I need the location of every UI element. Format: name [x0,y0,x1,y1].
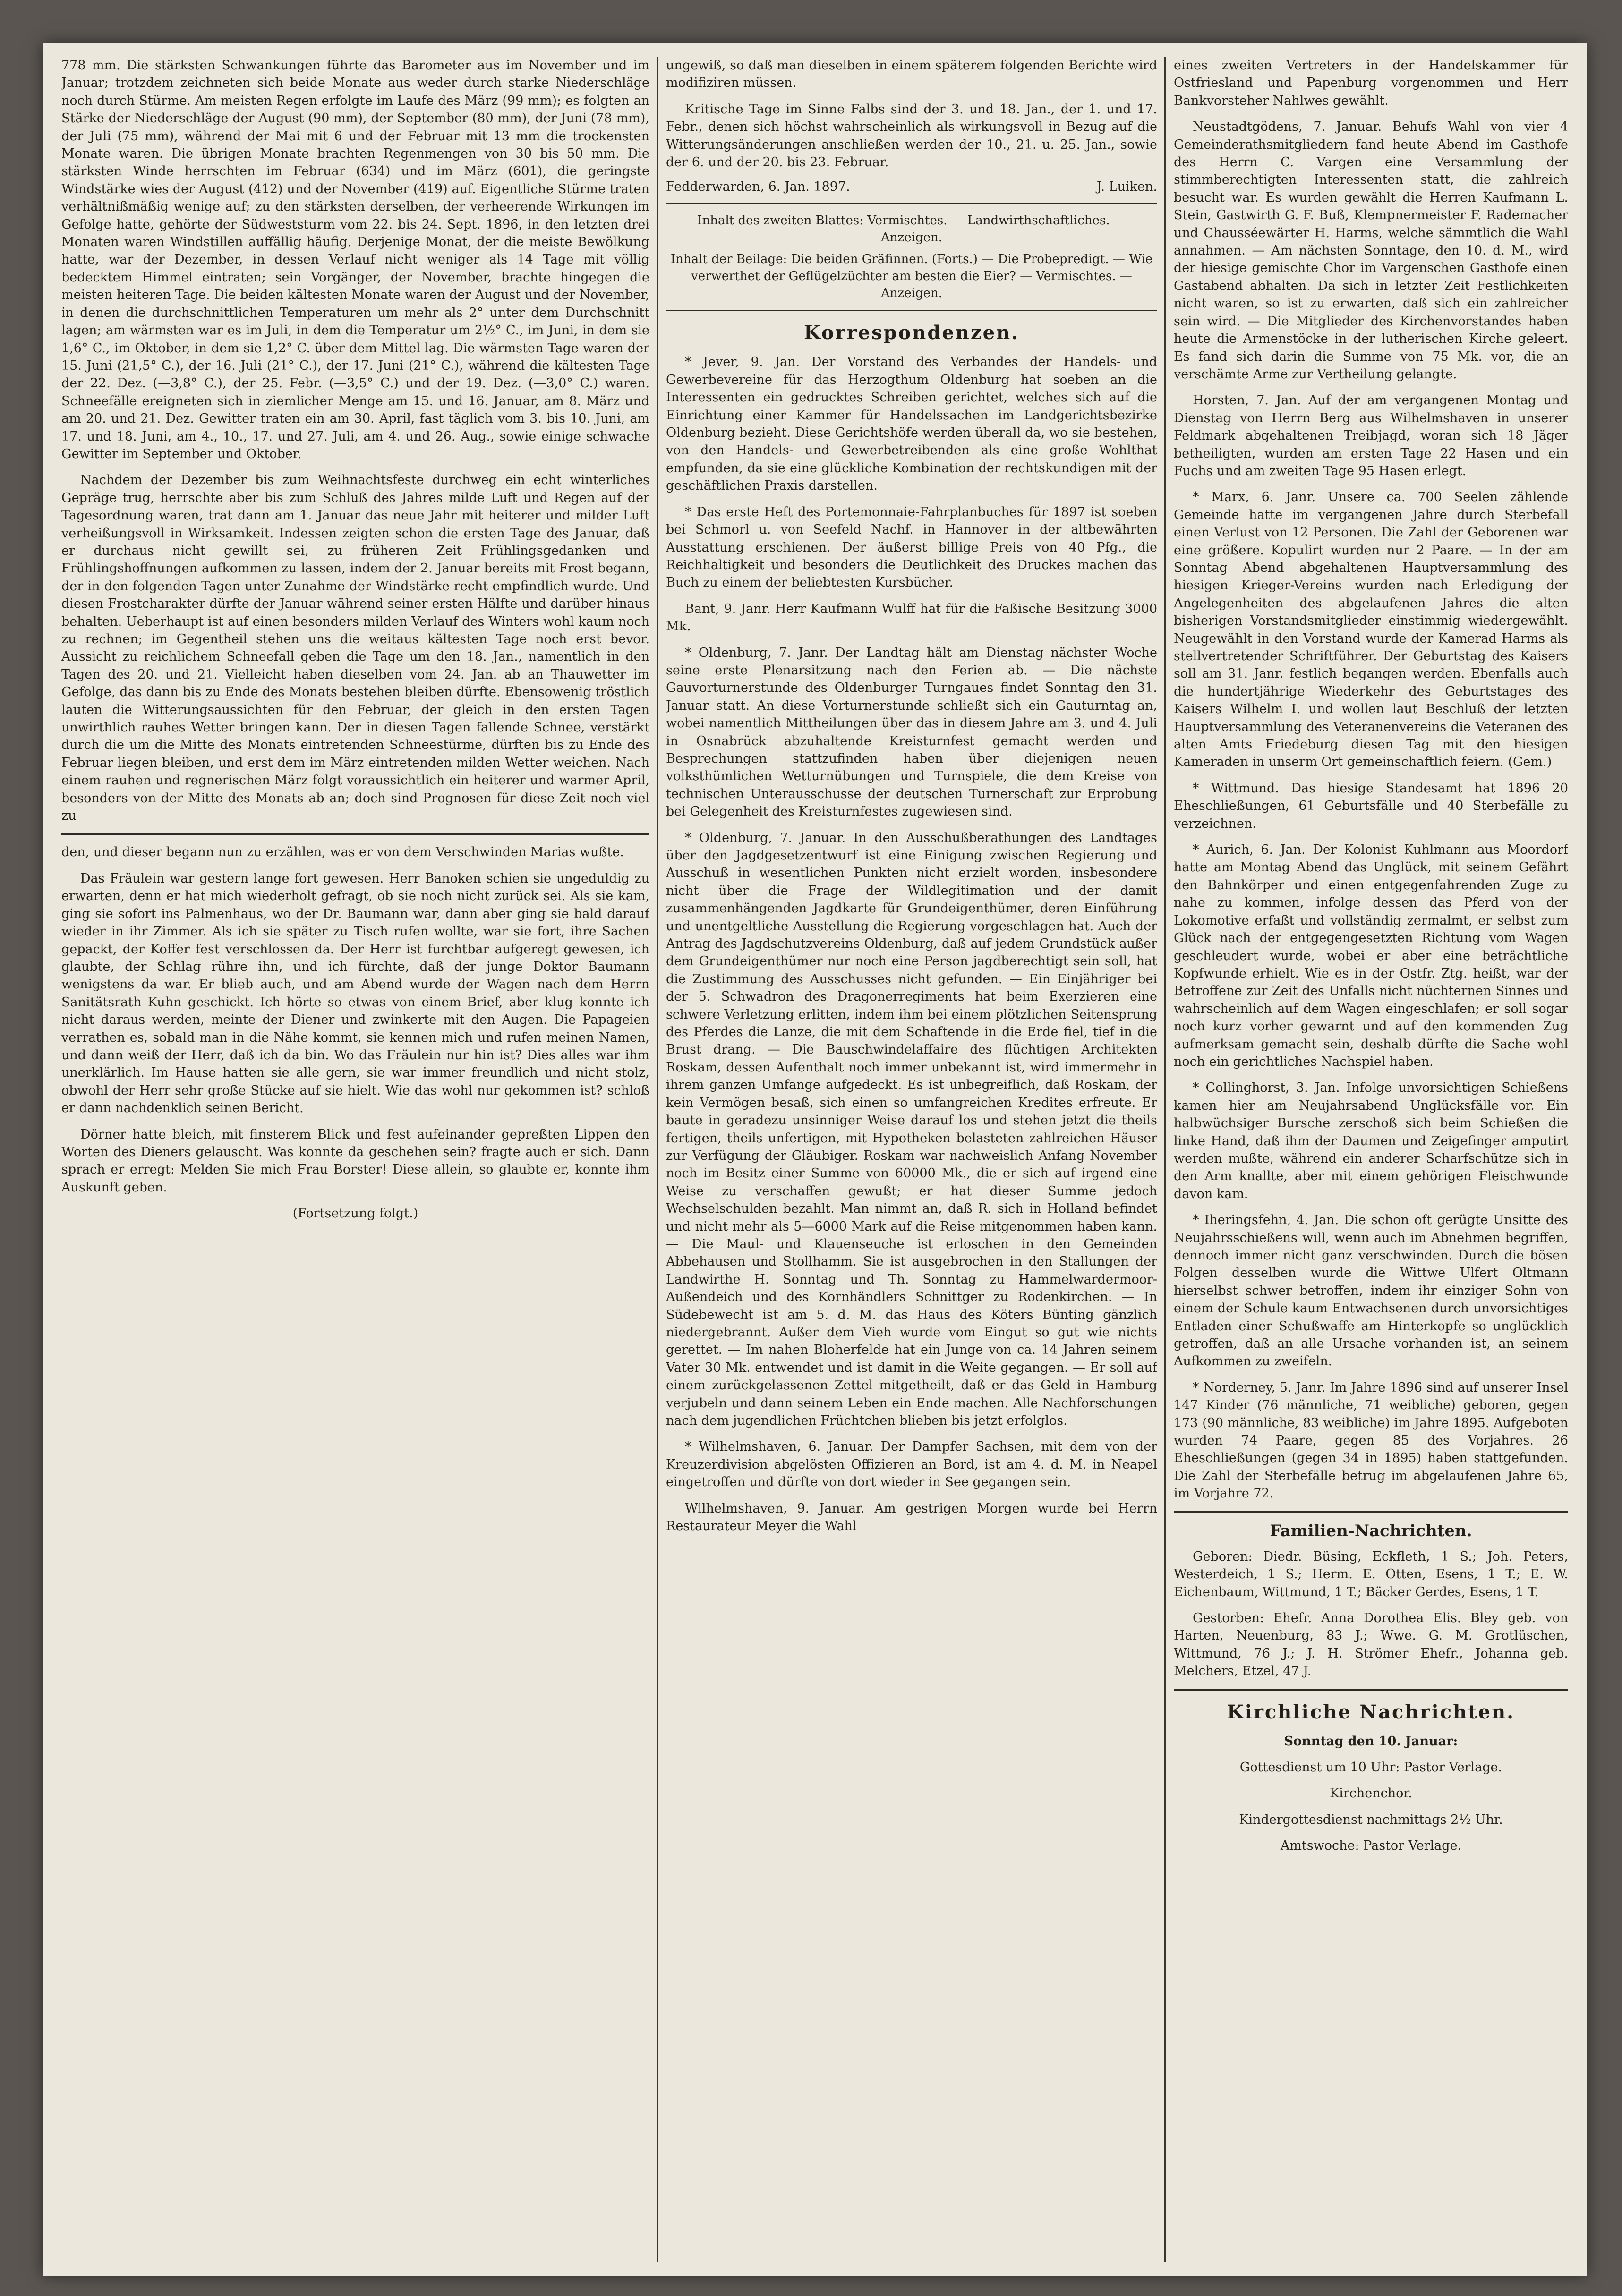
family-births: Geboren: Diedr. Büsing, Eckfleth, 1 S.; Joh. Peters, Westerdeich, 1 S.; Herm. E. Otten, Esens, 1 T.; E. W. Eichenbaum, Wittmund, 1 T.; Bäcker Gerdes, Esens, 1 T. [1174,1549,1568,1599]
column-1 [61,57,649,2262]
news-oldenburg-2: * Oldenburg, 7. Januar. In den Ausschußberathungen des Landtages über den Jagdgesetzentwurf ist eine Einigung zwischen Regierung und Ausschuß in wesentlichen Punkten nicht erzielt worden, insbesondere nicht über die Frage der Wildlegitimation und der damit zusammenhängenden Jagdkarte für Grundeigenthümer, deren Einführung und unentgeltliche Ausstellung die Regierung vorgeschlagen hat. Auch der Antrag des Jagdschutzvereins Oldenburg, daß auf jedem Grundstück außer dem Grundeigenthümer nur noch eine Person jagdberechtigt sein soll, hat die Zustimmung des Ausschusses nicht gefunden. — Ein Einjähriger bei der 5. Schwadron des Dragonerregiments hat beim Exerzieren eine schwere Verletzung erlitten, indem ihm bei einem plötzlichen Seitensprung des Pferdes die Lanze, die mit dem Schaftende in die Erde fiel, tief in die Brust drang. — Die Bauschwindelaffaire des flüchtigen Architekten Roskam, dessen Aufenthalt noch immer unbekannt ist, wird immermehr in ihrem ganzen Umfange aufgedeckt. Es ist unbegreiflich, daß Roskam, der kein Vermögen besaß, sich einen so umfangreichen Kredites erfreute. Er baute in geradezu unsinniger Weise darauf los und stehen jetzt die theils fertigen, theils unfertigen, mit Hypotheken belasteten zahlreichen Häuser zur Verfügung der Gläubiger. Roskam war nachweislich Anfang November noch im Besitz einer Summe von 60000 Mk., die er sich auf irgend eine Weise zu verschaffen gewußt; er hat dieser Summe jedoch Wechselschulden bezahlt. Man nimmt an, daß R. sich in Holland befindet und nicht mehr als 5—6000 Mark auf die Reise mitgenommen haben kann. — Die Maul- und Klauenseuche ist erloschen in den Gemeinden Abbehausen und Stollhamm. Sie ist ausgebrochen in den Stallungen der Landwirthe H. Sonntag und Th. Sonntag zu Hammelwardermoor-Außendeich und des Kornhändlers Schnittger zu Rodenkirchen. — In Südebewecht ist am 5. d. M. das Haus des Köters Bünting gänzlich niedergebrannt. Außer dem Vieh wurde vom Eingut so gut wie nichts gerettet. — Im nahen Bloherfelde hat ein Junge von ca. 14 Jahren seinem Vater 30 Mk. entwendet und ist damit in die Weite gegangen. — Er soll auf einem zurückgelassenen Zettel mitgetheilt, daß er das Geld in Hamburg verjubeln und dann seinem Leben ein Ende machen. Alle Nachforschungen nach dem jugendlichen Früchtchen blieben bis jetzt erfolglos. [666,830,1157,1428]
column-2 [666,57,1157,2262]
column-3 [1174,57,1568,2262]
family-news-heading: Familien-Nachrichten. [1270,1521,1472,1540]
weather-report-part1: 778 mm. Die stärksten Schwankungen führte das Barometer aus im November und im Januar; trotzdem zeichneten sich beide Monate aus weder durch starke Niederschläge noch durch Stürme. Am meisten Regen erfolgte im Laufe des März (99 mm); es folgten an Stärke der Niederschläge der August (90 mm), der September (80 mm), der Juni (78 mm), der Juli (75 mm), während der Mai mit 6 und der Februar mit 13 mm die trockensten Monate waren. Die übrigen Monate brachten Regenmengen von 30 bis 50 mm. Die stärksten Winde herrschten im Februar (634) und im März (601), die geringste Windstärke wies der August (412) und der November (419) auf. Eigentliche Stürme traten verhältnißmäßig wenige auf; zu den stärksten derselben, der verheerende Wirkungen im Gefolge hatte, gehörte der Südweststurm vom 22. bis 24. Sept. 1896, in den letzten drei Monaten waren Windstillen auffällig häufig. Derjenige Monat, der die meiste Bewölkung hatte, war der Dezember, in dessen Verlauf nicht weniger als 14 Tage mit völlig bedecktem Himmel eintraten; sein Vorgänger, der November, brachte hingegen die meisten heiteren Tage. Die beiden kältesten Monate waren der August und der November, in denen die durchschnittlichen Temperaturen um mehr als 2° unter dem Durchschnitt lagen; am wärmsten war es im Juli, in dem die Temperatur um 2½° C., im Juni, in dem sie 1,6° C., im Oktober, in dem sie 1,2° C. über dem Mittel lag. Die wärmsten Tage waren der 15. Juni (21,5° C.), der 16. Juli (21° C.), der 17. Juni (21° C.), während die kältesten Tage der 22. Dez. (—3,8° C.), der 25. Febr. (—3,5° C.) und der 19. Dez. (—3,0° C.) waren. Schneefälle ereigneten sich in ziemlicher Menge am 15. und 16. Januar, am 8. März und am 20. und 21. Dez. Gewitter traten ein am 30. April, fast täglich vom 3. bis 10. Juni, am 17. und 18. Juni, am 4., 10., 17. und 27. Juli, am 4. und 26. Aug., sowie einige schwache Gewitter im September und Oktober. [61,58,649,461]
church-sunday: Sonntag den 10. Januar: [1284,1734,1458,1749]
weather-report-end: ungewiß, so daß man dieselben in einem späterem folgenden Berichte wird modifiziren müssen. [666,58,1157,91]
news-marx: * Marx, 6. Janr. Unsere ca. 700 Seelen zählende Gemeinde hatte im vergangenen Jahre durch Sterbefall einen Verlust von 12 Personen. Die Zahl der Geborenen war eine größere. Kopulirt wurden nur 2 Paare. — In der am Sonntag Abend abgehaltenen Hauptversammlung des hiesigen Krieger-Vereins wurden nach Erledigung der Angelegenheiten des abgelaufenen Jahres die alten bisherigen Vorstandsmitglieder einstimmig wiedergewählt. Neugewählt in den Vorstand wurde der Kamerad Harms als stellvertretender Schriftführer. Der Geburtstag des Kaisers soll am 31. Janr. festlich begangen werden. Ebenfalls auch die hundertjährige Wiederkehr des Geburtstages des Kaisers Wilhelm I. und wollen laut Beschluß der letzten Hauptversammlung des Veteranenvereins die Veteranen des alten Amts Friedeburg diesen Tag mit den hiesigen Kameraden in unserm Ort gemeinschaftlich feiern. (Gem.) [1174,490,1568,770]
news-timetable-book: * Das erste Heft des Portemonnaie-Fahrplanbuches für 1897 ist soeben bei Schmorl u. von Seefeld Nachf. in Hannover in der altbewährten Ausstattung erschienen. Der äußerst billige Preis von 40 Pfg., die Reichhaltigkeit und besonders die Deutlichkeit des Druckes machen das Buch zu einem der beliebtesten Kursbücher. [666,504,1157,590]
church-children: Kindergottesdienst nachmittags 2½ Uhr. [1239,1812,1503,1827]
church-choir: Kirchenchor. [1330,1786,1412,1801]
news-wilhelmshaven-1: * Wilhelmshaven, 6. Januar. Der Dampfer Sachsen, mit dem von der Kreuzerdivision abgelösten Offizieren an Bord, ist am 4. d. M. in Neapel eingetroffen und dürfte von dort wieder in See gegangen sein. [666,1439,1157,1490]
church-week: Amtswoche: Pastor Verlage. [1280,1838,1462,1854]
church-news-heading: Kirchliche Nachrichten. [1227,1701,1515,1723]
news-norderney: * Norderney, 5. Janr. Im Jahre 1896 sind auf unserer Insel 147 Kinder (76 männliche, 71 weibliche) geboren, gegen 173 (90 männliche, 83 weibliche) im Jahre 1895. Aufgeboten wurden 74 Paare, gegen 85 des Vorjahres. 26 Eheschließungen (gegen 34 in 1895) haben stattgefunden. Die Zahl der Sterbefälle betrug im abgelaufenen Jahre 65, im Vorjahre 72. [1174,1380,1568,1501]
contents-supplement: Inhalt der Beilage: Die beiden Gräfinnen. (Forts.) — Die Probepredigt. — Wie verwerthet der Geflügelzüchter am besten die Eier? — Vermischtes. — Anzeigen. [670,252,1153,301]
divider [1174,1689,1568,1691]
signature-line [666,179,1157,194]
novel-continuation: (Fortsetzung folgt.) [292,1206,418,1221]
weather-report-part2: Nachdem der Dezember bis zum Weihnachtsfeste durchweg ein echt winterliches Gepräge trug, herrschte aber bis zum Schluß des Jahres milde Luft und Regen auf der Tagesordnung waren, trat dann am 1. Januar das neue Jahr mit heiterer und milder Luft verheißungsvoll in Wirksamkeit. Indessen zeigten schon die ersten Tage des Januar, daß er durchaus nicht gewillt sei, zu früheren Zeit Frühlingsgedanken und Frühlingshoffnungen aufkommen zu lassen, indem der 2. Januar bereits mit Frost begann, der in den folgenden Tagen unter Zunahme der Windstärke recht empfindlich wurde. Und diesen Frostcharakter dürfte der Januar während seiner ersten Hälfte und darüber hinaus behalten. Ueberhaupt ist auf einen besonders milden Verlauf des Winters wohl kaum noch zu rechnen; im Gegentheil stehen uns die weitaus kältesten Tage noch erst bevor. Aussicht zu reichlichem Schneefall geben die Tage um den 18. Jan., namentlich in den Tagen des 20. und 21. Vielleicht haben dieselben vom 24. Jan. ab an Thauwetter im Gefolge, das dann bis zu Ende des Monats bestehen bleiben dürfte. Ebensowenig tröstlich lauten die Witterungsaussichten für den Februar, der gleich in den ersten Tagen unwirthlich rauhes Wetter bringen kann. Der in diesen Tagen fallende Schnee, verstärkt durch die um die Mitte des Monats eintretenden Schneestürme, dürften bis zu Ende des Februar liegen bleiben, und erst dem im März eintretenden milden Wetter weichen. Nach einem rauhen und regnerischen März folgt voraussichtlich ein heiterer und warmer April, besonders von der Mitte des Monats ab an; doch sind Prognosen für diese Zeit noch viel zu [61,473,649,824]
critical-days: Kritische Tage im Sinne Falbs sind der 3. und 18. Jan., der 1. und 17. Febr., denen sich höchst wahrscheinlich als wirkungsvoll in Bezug auf die Witterungsänderungen anschließen werden der 10., 21. u. 25. Jan., sowie der 6. und der 20. bis 23. Februar. [666,102,1157,170]
novel-paragraph-2: Das Fräulein war gestern lange fort gewesen. Herr Banoken schien sie ungeduldig zu erwarten, denn er hat mich wiederholt gefragt, ob sie noch nicht zurück sei. Als sie kam, ging sie sofort ins Palmenhaus, wo der Dr. Baumann war, dann aber ging sie bald darauf wieder in ihr Zimmer. Als ich sie später zu Tisch rufen wollte, war sie fort, ihre Sachen gepackt, der Koffer fest verschlossen da. Der Herr ist furchtbar aufgeregt gewesen, ich glaubte, der Schlag rühre ihn, und ich fürchte, daß der junge Doktor Baumann wenigstens da war. Er blieb auch, und am Abend wurde der Wagen nach dem Herrn Sanitätsrath Kuhn geschickt. Ich hörte so etwas von einem Brief, aber klug konnte ich nicht daraus werden, meinte der Diener und zwinkerte mit den Augen. Die Papageien verrathen es, sobald man in die Nähe kommt, sie kennen mich und rufen meinen Namen, und dann weiß der Herr, daß ich da bin. Wo das Fräulein nur hin ist? Dies alles war ihm unerklärlich. Im Hause hatten sie alle gern, sie war immer freundlich und nicht stolz, obwohl der Herr sehr große Stücke auf sie hielt. Wie das wohl nur gekommen ist? schloß er dann nachdenklich seinen Bericht. [61,871,649,1116]
news-continued: eines zweiten Vertreters in der Handelskammer für Ostfriesland und Papenburg vorgenommen und Herr Bankvorsteher Nahlwes gewählt. [1174,58,1568,108]
column-rule-2 [1164,57,1166,2262]
newspaper-page [43,43,1587,2276]
family-deaths: Gestorben: Ehefr. Anna Dorothea Elis. Bley geb. von Harten, Neuenburg, 83 J.; Wwe. G. M. Grotlüschen, Wittmund, 76 J.; J. H. Strömer Ehefr., Johanna geb. Melchers, Etzel, 47 J. [1174,1610,1568,1679]
news-wittmund: * Wittmund. Das hiesige Standesamt hat 1896 20 Eheschließungen, 61 Geburtsfälle und 40 Sterbefälle zu verzeichnen. [1174,781,1568,831]
news-oldenburg-1: * Oldenburg, 7. Janr. Der Landtag hält am Dienstag nächster Woche seine erste Plenarsitzung nach den Ferien ab. — Die nächste Gauvorturnerstunde des Oldenburger Turngaues findet Sonntag den 31. Januar statt. An diese Vorturnerstunde schließt sich ein Gauturntag an, wobei namentlich Mittheilungen über das in diesem Jahre am 3. und 4. Juli in Osnabrück abzuhaltende Kreisturnfest gemacht werden und Besprechungen stattzufinden haben über diejenigen neuen volksthümlichen Wetturnübungen und Turnspiele, die dem Kreise von technischen Unterausschusse der deutschen Turnerschaft zur Erprobung bei Gelegenheit des Kreisturnfestes zugewiesen sind. [666,645,1157,819]
news-jever: * Jever, 9. Jan. Der Vorstand des Verbandes der Handels- und Gewerbevereine für das Herzogthum Oldenburg hat soeben an die Interessenten ein gedrucktes Schreiben gerichtet, welches sich auf die Einrichtung einer Kammer für Handelssachen im Landgerichtsbezirke Oldenburg bezieht. Diese Gerichtshöfe werden überall da, wo sie bestehen, von den Handels- und Gewerbetreibenden als eine große Wohlthat empfunden, da sie eine glückliche Kombination der rechtskundigen mit der geschäftlichen Praxis darstellen. [666,355,1157,493]
news-collinghorst: * Collinghorst, 3. Jan. Infolge unvorsichtigen Schießens kamen hier am Neujahrsabend Unglücksfälle vor. Ein halbwüchsiger Bursche zerschoß sich beim Schießen die linke Hand, daß ihm der Daumen und Zeigefinger amputirt werden mußte, während ein anderer Scharfschütze sich in den Arm knallte, aber mit einem gehörigen Fleischwunde davon kam. [1174,1080,1568,1201]
signature-author: J. Luiken. [1096,179,1157,195]
divider [666,203,1157,204]
news-bant: Bant, 9. Janr. Herr Kaufmann Wulff hat für die Faßische Besitzung 3000 Mk. [666,601,1157,634]
divider [666,310,1157,311]
divider [1174,1511,1568,1513]
news-aurich: * Aurich, 6. Jan. Der Kolonist Kuhlmann aus Moordorf hatte am Montag Abend das Unglück, mit seinem Gefährt den Bahnkörper und einen entgegenfahrenden Zuge zu nahe zu kommen, infolge dessen das Pferd von der Lokomotive erfaßt und vollständig zermalmt, er selbst zum Glück nach der entgegengesetzten Richtung vom Wagen geschleudert wurde, wobei er aber eine beträchtliche Kopfwunde erhielt. Wie es in der Ostfr. Ztg. heißt, war der Betroffene zur Zeit des Unfalls nicht nüchternen Sinnes und wahrscheinlich auf dem Wagen eingeschlafen; er soll sogar noch kurz vorher gewarnt und auf den kommenden Zug aufmerksam gemacht sein, deshalb dürfte die Sache wohl noch ein gerichtliches Nachspiel haben. [1174,842,1568,1069]
news-iheringsfehn: * Iheringsfehn, 4. Jan. Die schon oft gerügte Unsitte des Neujahrsschießens will, wenn auch im Abnehmen begriffen, dennoch immer nicht ganz verschwinden. Durch die bösen Folgen desselben wurde die Wittwe Ulfert Oltmann hierselbst schwer betroffen, indem ihr einziger Sohn von einem der Schule kaum Entwachsenen durch unvorsichtiges Entladen einer Schußwaffe am Hinterkopfe so unglücklich getroffen, daß an alle Ursache vorhanden ist, an seinem Aufkommen zu zweifeln. [1174,1213,1568,1369]
novel-paragraph-3: Dörner hatte bleich, mit finsterem Blick und fest aufeinander gepreßten Lippen den Worten des Dieners gelauscht. Was konnte da geschehen sein? fragte auch er sich. Dann sprach er erregt: Melden Sie mich Frau Borster! Diese allein, so glaubte er, konnte ihm Auskunft geben. [61,1127,649,1195]
news-horsten: Horsten, 7. Jan. Auf der am vergangenen Montag und Dienstag von Herrn Berg aus Wilhelmshaven in unserer Feldmark abgehaltenen Treibjagd, woran sich 18 Jäger betheiligten, wurden am ersten Tage 22 Hasen und ein Fuchs und am zweiten Tage 95 Hasen erlegt. [1174,393,1568,478]
church-service: Gottesdienst um 10 Uhr: Pastor Verlage. [1239,1760,1502,1775]
signature-place: Fedderwarden, 6. Jan. 1897. [666,179,850,195]
news-wilhelmshaven-2: Wilhelmshaven, 9. Januar. Am gestrigen Morgen wurde bei Herrn Restaurateur Meyer die Wahl [666,1501,1157,1534]
column-rule-1 [657,57,658,2262]
column-divider [61,833,649,835]
contents-second-sheet: Inhalt des zweiten Blattes: Vermischtes. — Landwirthschaftliches. — Anzeigen. [697,213,1126,245]
news-neustadtgoedens: Neustadtgödens, 7. Januar. Behufs Wahl von vier 4 Gemeinderathsmitgliedern fand heute Abend im Gasthofe des Herrn C. Vargen eine Versammlung der stimmberechtigten Interessenten statt, die zahlreich besucht war. Es wurden gewählt die Herren Kaufmann L. Stein, Gastwirth G. F. Buß, Klempnermeister F. Rademacher und Chausséewärter H. Harms, welche sämmtlich die Wahl annahmen. — Am nächsten Sonntage, den 10. d. M., wird der hiesige gemischte Chor im Vargenschen Gasthofe einen Gastabend abhalten. Da sich in letzter Zeit Festlichkeiten nicht waren, so ist zu erwarten, daß sich ein zahlreicher sein wird. — Die Mitglieder des Kirchenvorstandes haben heute die Armenstöcke in der lutherischen Kirche geleert. Es fand sich darin die Summe von 75 Mk. vor, die an verschämte Arme zur Vertheilung gelangte. [1174,119,1568,382]
correspondence-heading: Korrespondenzen. [803,322,1020,344]
novel-paragraph-1: den, und dieser begann nun zu erzählen, was er von dem Verschwinden Marias wußte. [61,845,624,860]
